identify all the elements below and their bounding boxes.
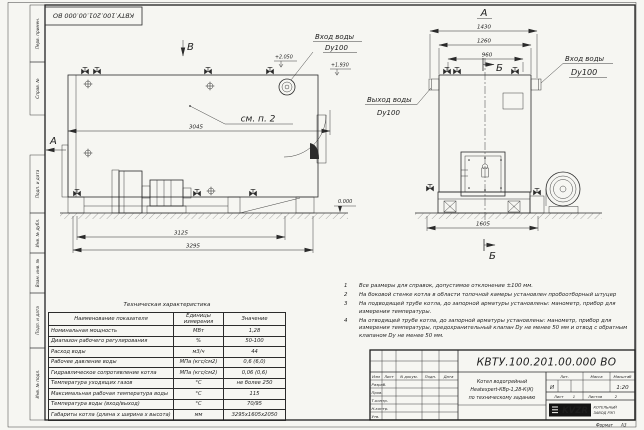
- tech-header-value: Значение: [241, 316, 268, 322]
- tb-row-razrab: Разраб.: [371, 381, 387, 387]
- valve-icon: [533, 188, 541, 195]
- tech-row-name: Температура воды (вход/выход): [49, 399, 174, 410]
- valve-icon: [426, 184, 434, 191]
- lit-header: Лит.: [560, 373, 569, 379]
- valve-icon: [249, 189, 257, 196]
- note-text: На подводящей трубе котла, до запорной арматуры установлены: манометр, прибор для измерения температуры.: [359, 301, 616, 315]
- valve-icon: [93, 67, 101, 74]
- valve-icon: [73, 189, 81, 196]
- tech-table-title: Техническая характеристика: [123, 302, 211, 308]
- tech-row-name: Максимальная рабочая температура воды: [49, 388, 174, 399]
- outlet-size: Dy100: [377, 109, 400, 117]
- tb-col-izm: Изм: [372, 373, 380, 379]
- corner-stamp-number: КВТУ.100.201.00.000 ВО: [52, 11, 135, 20]
- margin-label: Справ. №: [35, 78, 40, 99]
- margin-label: Подп. и дата: [35, 306, 40, 335]
- tech-row-name: Номинальная мощность: [49, 325, 174, 336]
- note-item: [344, 318, 628, 341]
- dim-1430: 1430: [477, 24, 491, 31]
- note-text: На боковой стенке котла в области топочной камеры установлен пробоотборный штуцер: [359, 292, 617, 299]
- company-line2: ЗАВОД РЭП: [593, 411, 615, 415]
- elev-1930: +1.930: [331, 63, 349, 69]
- format-label: Формат: [596, 422, 613, 428]
- tech-row-value: 1,28: [224, 325, 285, 336]
- crosshair-marker: [84, 149, 93, 158]
- valve-icon: [193, 189, 201, 196]
- dim-3295: 3295: [186, 243, 200, 250]
- margin-label: Инв. № дубл.: [35, 218, 40, 248]
- base-frame-side: [68, 197, 314, 213]
- outlet-label-front: [365, 88, 431, 117]
- tech-row-units: МПа (кгс/см2): [174, 367, 224, 378]
- tech-row-name: Гидравлическое сопротивление котла: [49, 367, 174, 378]
- section-mark-b-top: Б: [496, 63, 503, 74]
- elev-2050: +2.050: [275, 55, 293, 61]
- elevation-mark-2050: [274, 55, 297, 68]
- note-item: [344, 301, 628, 316]
- product-name-line1: Котел водогрейный: [476, 380, 528, 385]
- elevation-mark-1930: [330, 63, 351, 76]
- inlet-label-front: [541, 55, 613, 83]
- notes-block: [344, 283, 628, 342]
- dim-1605: 1605: [476, 221, 490, 228]
- product-name-line3: по техническому заданию: [468, 396, 536, 401]
- valve-icon: [204, 67, 212, 74]
- tech-row-name: Диапазон рабочего регулирования: [49, 336, 174, 347]
- margin-label: Перв. примен.: [35, 17, 40, 50]
- kvzr-logo: [549, 404, 591, 417]
- tech-row-name: Расход воды: [49, 346, 174, 357]
- tech-header-name: Наименование показателя: [49, 313, 174, 325]
- tech-row-name: Габариты котла (длина х ширина х высота): [49, 409, 174, 420]
- note-number: 2: [344, 292, 348, 299]
- tech-row-value: 44: [224, 346, 285, 357]
- fan-motor-assembly: [112, 170, 191, 213]
- crosshair-marker: [84, 80, 93, 89]
- outlet-text: Выход воды: [367, 96, 412, 104]
- crosshair-marker: [206, 82, 215, 91]
- sheets-value: 2: [614, 394, 618, 399]
- title-block: [370, 350, 635, 420]
- mass-header: Масса: [590, 373, 603, 379]
- tb-col-podp: Подп.: [424, 373, 437, 379]
- see-note-ref: см. п. 2: [240, 114, 276, 125]
- tech-row-value: 3295х1605х2050: [224, 409, 285, 420]
- note-number: 4: [344, 317, 348, 324]
- tb-col-ndokum: N докум.: [400, 373, 418, 379]
- tb-col-list: Лист: [384, 373, 394, 379]
- margin-column: [30, 5, 45, 420]
- inspection-port: [503, 93, 523, 109]
- margin-label: Инв. № подл.: [35, 369, 40, 399]
- inlet-size: Dy100: [325, 44, 348, 52]
- sheets-label: Листов: [588, 394, 603, 399]
- inlet-nozzle: [531, 79, 541, 90]
- margin-label: Взам. инв. №: [35, 258, 40, 288]
- tb-col-data: Дата: [443, 373, 454, 379]
- tech-row-units: МПа (кгс/см2): [174, 357, 224, 368]
- dim-960: 960: [481, 52, 493, 59]
- boiler-side-view: [46, 33, 362, 253]
- elev-0000: 0.000: [338, 199, 353, 205]
- crosshair-marker: [207, 187, 216, 196]
- tb-row-tkontr: Т.контр.: [371, 397, 388, 403]
- tech-row-value: 0,6 (6,0): [224, 357, 285, 368]
- valve-icon: [443, 67, 451, 74]
- inlet-text: Вход воды: [315, 33, 355, 41]
- valve-icon: [453, 67, 461, 74]
- tech-row-units: °С: [174, 378, 224, 389]
- note-text: Все размеры для справок, допустимое отклонение ±100 мм.: [359, 283, 534, 289]
- zero-level-mark: [334, 199, 356, 213]
- tech-header-units: Единицы измерения: [174, 313, 224, 325]
- boiler-front-view: [365, 8, 613, 262]
- tech-row-value: не более 250: [224, 378, 285, 389]
- tb-row-nkontr: Н.контр.: [371, 405, 389, 411]
- tech-row-name: Температура уходящих газов: [49, 378, 174, 389]
- view-mark-v: В: [187, 42, 194, 53]
- tech-row-units: °С: [174, 388, 224, 399]
- tech-row-units: %: [174, 336, 224, 347]
- note-number: 1: [344, 283, 348, 289]
- inlet-label-side: [291, 33, 362, 80]
- view-mark-a-side: А: [50, 136, 57, 147]
- lit-value: И: [549, 385, 555, 391]
- inlet-flange-icon: [279, 79, 295, 95]
- tech-row-units: м3/ч: [174, 346, 224, 357]
- furnace-door: [461, 152, 505, 196]
- tech-table: [48, 312, 286, 421]
- scale-header: Масштаб: [613, 373, 632, 379]
- note-number: 3: [344, 301, 348, 308]
- sheet-label: Лист: [554, 394, 564, 399]
- section-mark-b-bottom: Б: [489, 251, 496, 262]
- dim-3045: 3045: [189, 124, 203, 131]
- doc-number: КВТУ.100.201.00.000 ВО: [476, 356, 617, 369]
- sheet-value: 1: [572, 394, 576, 399]
- note-item: [344, 292, 628, 300]
- format-value: А3: [621, 422, 627, 428]
- boiler-body-side: [68, 75, 318, 197]
- valve-icon: [266, 67, 274, 74]
- dim-3125: 3125: [174, 230, 188, 237]
- note-text: На отводящей трубе котла, до запорной арматуры установлены: манометр, прибор для измерения температуры, предохранительный клапан Dу не менее 50 мм и отвод с обратным клапаном Dу не менее 50 мм.: [359, 317, 628, 339]
- margin-label: Подп. и дата: [35, 169, 40, 199]
- view-mark-a: А: [480, 8, 488, 19]
- tech-row-name: Рабочее давление воды: [49, 357, 174, 368]
- scale-value: 1:20: [616, 385, 629, 391]
- note-item: [344, 283, 628, 291]
- dim-1260: 1260: [477, 38, 491, 45]
- valve-icon: [81, 67, 89, 74]
- tech-row-value: 70/95: [224, 399, 285, 410]
- valve-icon: [511, 67, 519, 74]
- company-line1: КОТЕЛЬНЫЙ: [593, 405, 617, 410]
- corner-stamp: [45, 7, 142, 25]
- inlet-text: Вход воды: [565, 55, 605, 63]
- tb-row-prov: Пров.: [371, 389, 383, 395]
- tech-row-value: 115: [224, 388, 285, 399]
- blower-fan: [530, 172, 580, 213]
- tb-row-utv: Утв.: [371, 413, 380, 419]
- base-frame-front: [438, 192, 530, 213]
- inlet-size: Dy100: [571, 68, 598, 77]
- tech-row-units: °С: [174, 399, 224, 410]
- tech-row-units: мм: [174, 409, 224, 420]
- tech-row-units: МВт: [174, 325, 224, 336]
- logo-text: KVZR: [562, 406, 588, 417]
- product-name-line2: Heatexpert-КВр-1,28-К(К): [470, 388, 534, 393]
- tech-row-value: 50-100: [224, 336, 285, 347]
- tech-row-value: 0,06 (0,6): [224, 367, 285, 378]
